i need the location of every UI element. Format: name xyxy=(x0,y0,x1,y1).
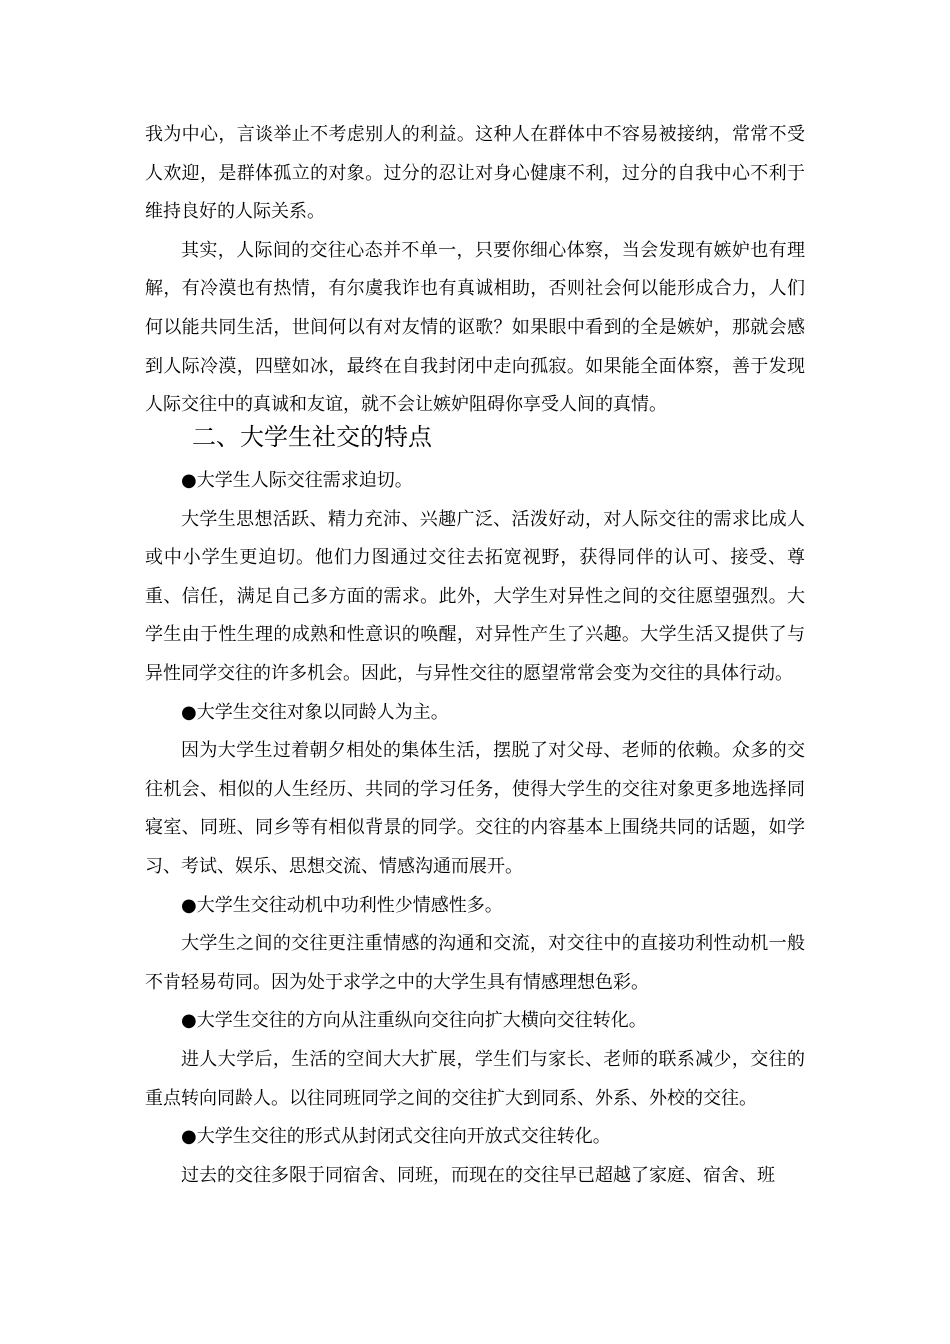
bullet-point-peers: ●大学生交往对象以同龄人为主。 xyxy=(181,701,449,723)
paragraph-form: 过去的交往多限于同宿舍、同班，而现在的交往早已超越了家庭、宿舍、班 xyxy=(181,1164,775,1186)
bullet-point-form: ●大学生交往的形式从封闭式交往向开放式交往转化。 xyxy=(181,1126,611,1148)
top-text-block xyxy=(145,116,805,425)
continuation-paragraph: 我为中心，言谈举止不考虑别人的利益。这种人在群体中不容易被接纳，常常不受人欢迎，是群体孤立的对象。过分的忍让对身心健康不利，过分的自我中心不利于维持良好的人际关系。 xyxy=(145,124,805,223)
paragraph-motivation: 大学生之间的交往更注重情感的沟通和交流，对交往中的直接功利性动机一般不肯轻易苟同。因为处于求学之中的大学生具有情感理想色彩。 xyxy=(145,933,805,993)
section-heading: 二、大学生社交的特点 xyxy=(192,423,432,451)
bullet-point-motivation: ●大学生交往动机中功利性少情感性多。 xyxy=(181,894,503,916)
paragraph-peers: 因为大学生过着朝夕相处的集体生活，摆脱了对父母、老师的依赖。众多的交往机会、相似的人生经历、共同的学习任务，使得大学生的交往对象更多地选择同寝室、同班、同乡等有相似背景的同学。交往的内容基本上围绕共同的话题，如学习、考试、娱乐、思想交流、情感沟通而展开。 xyxy=(145,740,805,877)
paragraph-social-mindset: 其实，人际间的交往心态并不单一，只要你细心体察，当会发现有嫉妒也有理解，有冷漠也有热情，有尔虞我诈也有真诚相助，否则社会何以能形成合力，人们何以能共同生活，世间何以有对友情的讴歌？如果眼中看到的全是嫉妒，那就会感到人际冷漠，四壁如冰，最终在自我封闭中走向孤寂。如果能全面体察，善于发现人际交往中的真诚和友谊，就不会让嫉妒阻碍你享受人间的真情。 xyxy=(145,239,805,416)
bullet-point-needs: ●大学生人际交往需求迫切。 xyxy=(181,470,413,491)
features-text-block xyxy=(145,462,805,1195)
bullet-point-direction: ●大学生交往的方向从注重纵向交往向扩大横向交往转化。 xyxy=(181,1010,647,1032)
paragraph-needs: 大学生思想活跃、精力充沛、兴趣广泛、活泼好动，对人际交往的需求比成人或中小学生更迫切。他们力图通过交往去拓宽视野，获得同伴的认可、接受、尊重、信任，满足自己多方面的需求。此外，大学生对异性之间的交往愿望强烈。大学生由于性生理的成熟和性意识的唤醒，对异性产生了兴趣。大学生活又提供了与异性同学交往的许多机会。因此，与异性交往的愿望常常会变为交往的具体行动。 xyxy=(145,508,805,684)
paragraph-direction: 进人大学后，生活的空间大大扩展，学生们与家长、老师的联系减少，交往的重点转向同龄人。以往同班同学之间的交往扩大到同系、外系、外校的交往。 xyxy=(145,1048,805,1109)
